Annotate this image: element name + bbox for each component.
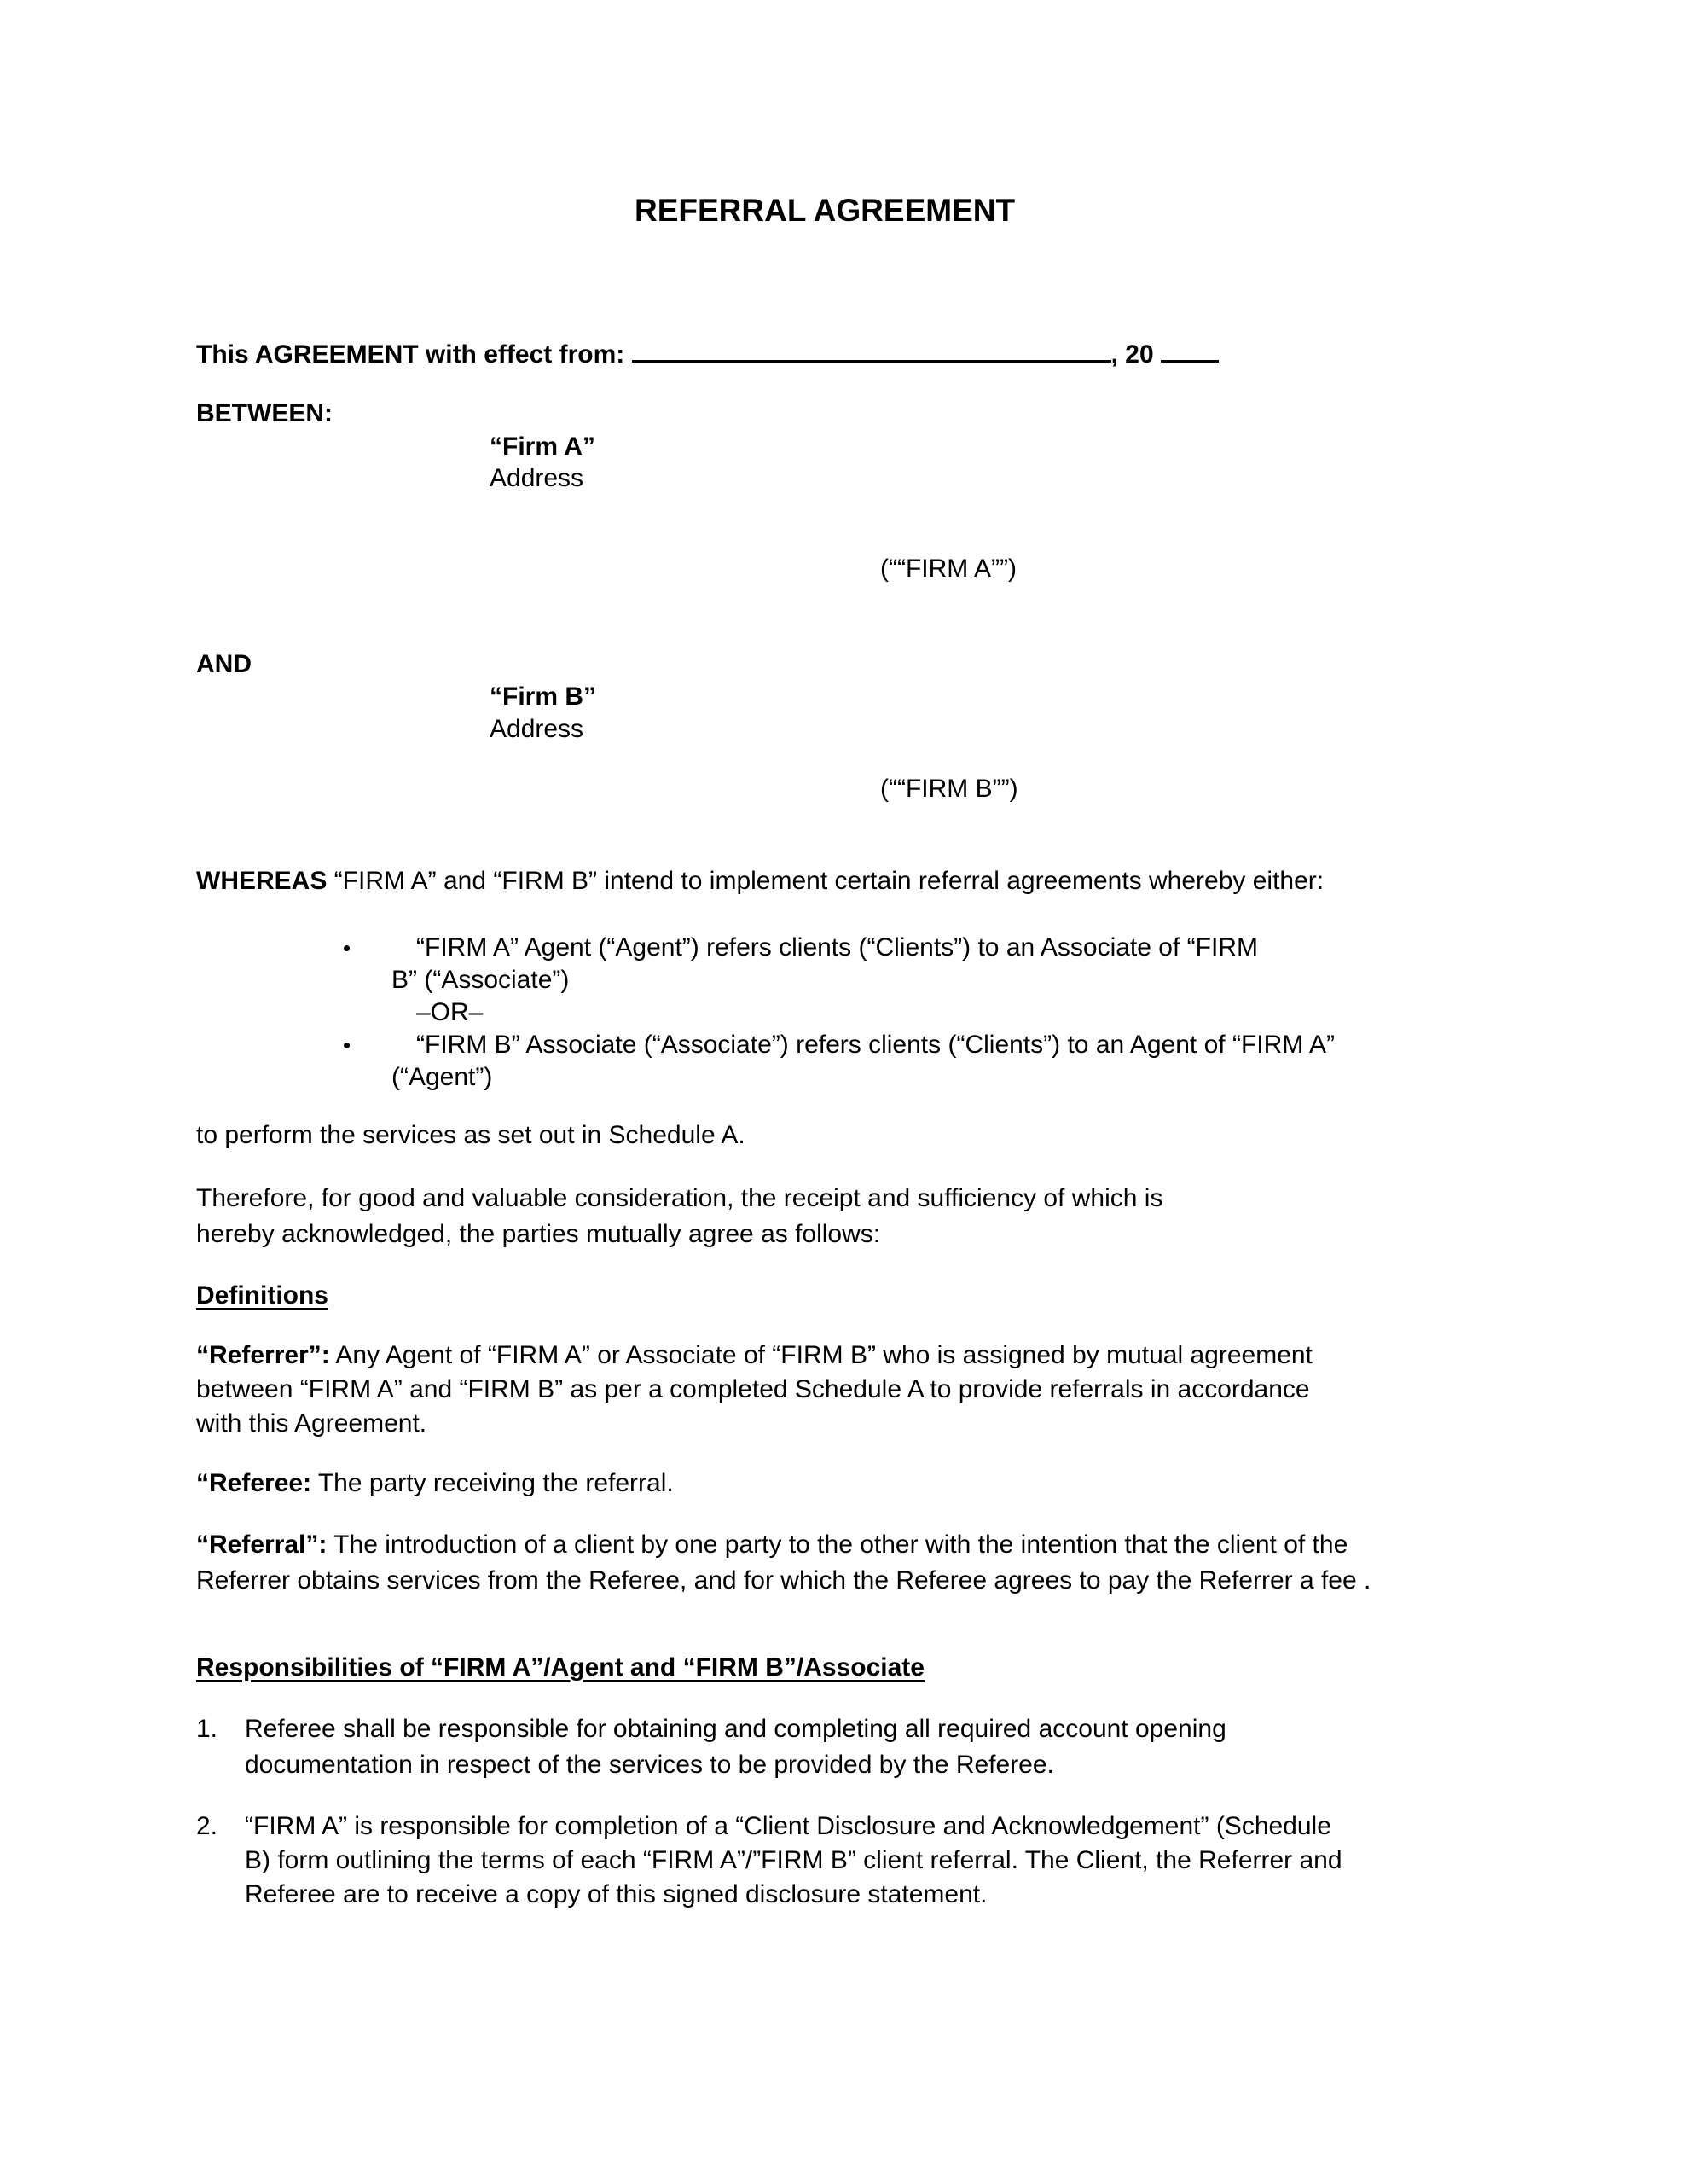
firm-b-address: Address <box>490 715 584 743</box>
therefore-line2: hereby acknowledged, the parties mutually agree as follows: <box>196 1220 881 1248</box>
whereas-clause <box>196 865 1324 897</box>
referral-term: “Referral”: <box>196 1531 328 1559</box>
referrer-definition-line2: between “FIRM A” and “FIRM B” as per a completed Schedule A to provide referrals in accordance <box>196 1375 1310 1403</box>
responsibility-2-line2: B) form outlining the terms of each “FIRM A”/”FIRM B” client referral. The Client, the Referrer and <box>245 1846 1342 1874</box>
whereas-bullet-1-line2: B” (“Associate”) <box>391 966 570 994</box>
referee-definition <box>196 1467 674 1500</box>
referee-text: The party receiving the referral. <box>311 1469 674 1497</box>
effective-date-blank[interactable] <box>632 334 1111 363</box>
firm-a-name: “Firm A” <box>490 433 595 461</box>
year-prefix: , 20 <box>1110 340 1154 369</box>
and-label: AND <box>196 650 252 678</box>
referral-definition-line1 <box>196 1529 1348 1561</box>
whereas-bullet-2-line2: (“Agent”) <box>391 1063 493 1091</box>
responsibilities-heading: Responsibilities of “FIRM A”/Agent and “FIRM B”/Associate <box>196 1653 925 1682</box>
firm-b-alias: (““FIRM B””) <box>880 775 1018 803</box>
whereas-bullet-1-line1: “FIRM A” Agent (“Agent”) refers clients (“Clients”) to an Associate of “FIRM <box>416 933 1258 961</box>
item-number: 2. <box>196 1812 218 1840</box>
responsibility-2-line1: “FIRM A” is responsible for completion of a “Client Disclosure and Acknowledgement” (Schedule <box>245 1812 1331 1840</box>
definitions-heading: Definitions <box>196 1281 328 1310</box>
therefore-line1: Therefore, for good and valuable consideration, the receipt and sufficiency of which is <box>196 1184 1163 1212</box>
whereas-keyword: WHEREAS <box>196 867 328 895</box>
document-title: REFERRAL AGREEMENT <box>635 193 1016 228</box>
firm-a-address: Address <box>490 464 584 492</box>
referrer-definition-line1 <box>196 1339 1313 1372</box>
responsibility-1-line2: documentation in respect of the services to be provided by the Referee. <box>245 1751 1054 1779</box>
referral-text: The introduction of a client by one party to the other with the intention that the client of the <box>327 1531 1348 1559</box>
responsibility-2-line3: Referee are to receive a copy of this signed disclosure statement. <box>245 1880 988 1908</box>
firm-b-name: “Firm B” <box>490 682 597 711</box>
schedule-line: to perform the services as set out in Schedule A. <box>196 1121 745 1149</box>
responsibility-1-line1: Referee shall be responsible for obtaining and completing all required account opening <box>245 1715 1226 1743</box>
effective-date-label: This AGREEMENT with effect from: <box>196 340 625 369</box>
referrer-term: “Referrer”: <box>196 1341 330 1369</box>
bullet-icon: • <box>343 935 351 961</box>
referral-definition-line2: Referrer obtains services from the Referee, and for which the Referee agrees to pay the Referrer a fee . <box>196 1566 1371 1594</box>
referrer-definition-line3: with this Agreement. <box>196 1409 427 1438</box>
year-blank[interactable] <box>1161 334 1219 363</box>
referrer-text: Any Agent of “FIRM A” or Associate of “FIRM B” who is assigned by mutual agreement <box>329 1341 1313 1369</box>
bullet-icon: • <box>343 1032 351 1058</box>
effective-date-line <box>196 334 1219 371</box>
item-number: 1. <box>196 1715 218 1743</box>
or-separator: –OR– <box>416 998 484 1026</box>
between-label: BETWEEN: <box>196 399 333 427</box>
whereas-text: “FIRM A” and “FIRM B” intend to implement certain referral agreements whereby either: <box>327 867 1325 895</box>
referee-term: “Referee: <box>196 1469 312 1497</box>
whereas-bullet-2-line1: “FIRM B” Associate (“Associate”) refers clients (“Clients”) to an Agent of “FIRM A” <box>416 1031 1335 1059</box>
firm-a-alias: (““FIRM A””) <box>880 555 1017 583</box>
